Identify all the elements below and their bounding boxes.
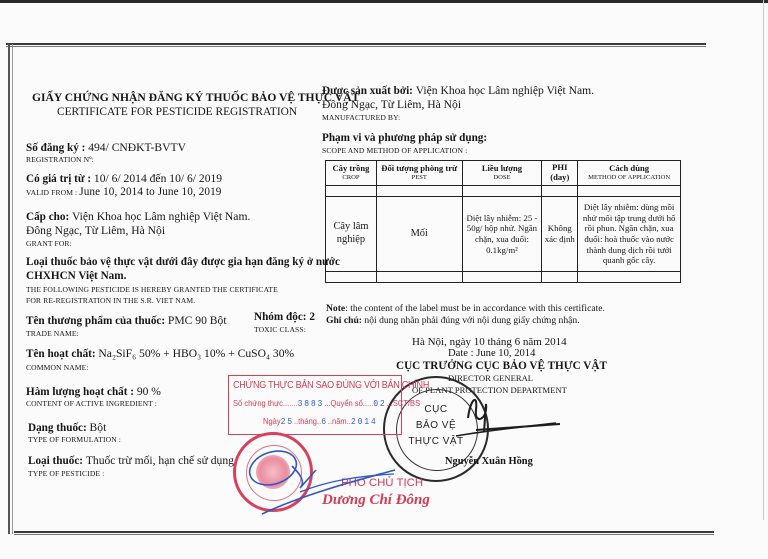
header-pest: Đối tượng phòng trừ PEST bbox=[376, 161, 462, 186]
local-certifier-name: Dương Chí Đông bbox=[322, 492, 430, 508]
scope-label: Phạm vi và phương pháp sử dụng: bbox=[322, 132, 488, 144]
date-en: Date : June 10, 2014 bbox=[448, 348, 536, 359]
cert-number: 3883 bbox=[297, 399, 325, 409]
certified-copy-numbers: Số chứng thực.......3883...Quyển số.....02...SCT/BS bbox=[233, 398, 421, 409]
cell-method: Diệt lây nhiễm: dùng mồi nhử mối tập trung dưới hố rồi phun. Ngăn chặn, xua đuổi: hoà thuốc vào nước thành dung dịch rồi tưới quanh gốc cây. bbox=[578, 197, 681, 272]
statement-vi-line2: CHXHCN Việt Nam. bbox=[26, 270, 127, 282]
signer-title-en-1: DIRECTOR GENERAL bbox=[448, 373, 534, 383]
common-name-value: Na₂SiF₆ 50% + HBO₃ 10% + CuSO₄ 30% bbox=[98, 347, 295, 360]
active-content-label-en: CONTENT OF ACTIVE INGREDIENT : bbox=[26, 399, 157, 408]
active-content-label: Hàm lượng hoạt chất : bbox=[26, 386, 135, 398]
validity-value-en: June 10, 2014 to June 10, 2019 bbox=[79, 186, 222, 198]
seal-line-3: THỰC VẬT bbox=[408, 436, 464, 447]
statement-en-line2: FOR RE-REGISTRATION IN THE S.R. VIET NAM. bbox=[26, 296, 196, 305]
signer-title-en-2: OF PLANT PROTECTION DEPARTMENT bbox=[412, 385, 567, 395]
note-vi-label: Ghi chú: bbox=[326, 315, 362, 326]
certified-copy-title: CHỨNG THỰC BẢN SAO ĐÚNG VỚI BẢN CHÍNH bbox=[233, 379, 430, 391]
seal-line-2: BẢO VỆ bbox=[415, 420, 457, 431]
pesticide-type-label: Loại thuốc: bbox=[28, 455, 84, 467]
common-name-label: Tên hoạt chất: bbox=[26, 348, 96, 360]
toxic-class-label: Nhóm độc: bbox=[254, 311, 307, 323]
cell-dose: Diệt lây nhiễm: 25 - 50g/ hộp nhử. Ngăn chặn, xua đuổi: 0.1kg/m² bbox=[462, 197, 542, 272]
cell-phi: Không xác định bbox=[542, 197, 578, 272]
header-dose: Liều lượng DOSE bbox=[462, 161, 542, 186]
validity-label-en: VALID FROM : bbox=[26, 188, 78, 197]
seal-line-1: CỤC bbox=[424, 404, 448, 415]
signer-title-vi: CỤC TRƯỞNG CỤC BẢO VỆ THỰC VẬT bbox=[396, 360, 607, 372]
registration-value: 494/ CNĐKT-BVTV bbox=[88, 141, 186, 154]
book-number: 02 bbox=[373, 399, 387, 409]
formulation-label-en: TYPE OF FORMULATION : bbox=[28, 435, 122, 444]
toxic-class-label-en: TOXIC CLASS: bbox=[254, 325, 306, 334]
header-crop: Cây trồng CROP bbox=[326, 161, 377, 186]
certificate-title-vi: GIẤY CHỨNG NHẬN ĐĂNG KÝ THUỐC BẢO VỆ THỰC VẬT bbox=[32, 91, 360, 104]
grant-label: Cấp cho: bbox=[26, 211, 70, 223]
manufacturer-value-line1: Viện Khoa học Lâm nghiệp Việt Nam. bbox=[415, 84, 595, 97]
note-en-label: Note bbox=[326, 303, 346, 314]
formulation-value: Bột bbox=[89, 421, 107, 434]
trade-name-label-en: TRADE NAME: bbox=[26, 329, 79, 338]
validity-label: Có giá trị từ : bbox=[26, 173, 92, 185]
formulation-label: Dạng thuốc: bbox=[28, 422, 87, 434]
place-date-vi: Hà Nội, ngày 10 tháng 6 năm 2014 bbox=[412, 336, 567, 348]
cell-pest: Mối bbox=[376, 197, 462, 272]
common-name-label-en: COMMON NAME: bbox=[26, 363, 89, 372]
note-en-text: : the content of the label must be in accordance with this certificate. bbox=[345, 303, 605, 314]
grant-label-en: GRANT FOR: bbox=[26, 239, 72, 248]
certificate-title-en: CERTIFICATE FOR PESTICIDE REGISTRATION bbox=[57, 106, 298, 118]
statement-vi-line1: Loại thuốc bảo vệ thực vật dưới đây được gia hạn đăng ký ở nước bbox=[26, 256, 340, 268]
validity-value: 10/ 6/ 2014 đến 10/ 6/ 2019 bbox=[93, 172, 223, 185]
scope-label-en: SCOPE AND METHOD OF APPLICATION : bbox=[322, 146, 468, 155]
trade-name-value: PMC 90 Bột bbox=[167, 314, 227, 327]
toxic-class-value: 2 bbox=[309, 311, 315, 323]
note-vi-text: nội dung nhãn phải đúng với nội dung giấy chứng nhận. bbox=[364, 315, 580, 326]
header-method: Cách dùng METHOD OF APPLICATION bbox=[578, 161, 681, 186]
manufacturer-label-en: MANUFACTURED BY: bbox=[322, 113, 401, 122]
certified-copy-date: Ngày25..tháng..6..năm..2014 bbox=[263, 416, 378, 427]
manufacturer-label: Được sản xuất bởi: bbox=[322, 85, 413, 97]
statement-en-line1: THE FOLLOWING PESTICIDE IS HEREBY GRANTED THE CERTIFICATE bbox=[26, 285, 278, 294]
grant-value-line1: Viện Khoa học Lâm nghiệp Việt Nam. bbox=[72, 210, 251, 223]
pesticide-type-label-en: TYPE OF PESTICIDE : bbox=[28, 469, 105, 478]
signer-name: Nguyễn Xuân Hồng bbox=[445, 456, 533, 467]
local-certifier-title: PHÓ CHỦ TỊCH bbox=[341, 477, 424, 489]
registration-label: Số đăng ký : bbox=[26, 142, 86, 154]
cell-crop: Cây lâm nghiệp bbox=[326, 197, 377, 272]
registration-label-en: REGISTRATION Nº: bbox=[26, 155, 94, 164]
header-phi: PHI (day) bbox=[542, 161, 578, 186]
trade-name-label: Tên thương phẩm của thuốc: bbox=[26, 315, 166, 327]
grant-value-line2: Đông Ngạc, Từ Liêm, Hà Nội bbox=[26, 224, 166, 237]
active-content-value: 90 % bbox=[136, 385, 161, 398]
manufacturer-value-line2: Đông Ngạc, Từ Liêm, Hà Nội bbox=[322, 98, 462, 111]
pesticide-type-value: Thuốc trừ mối, hạn chế sử dụng bbox=[85, 454, 234, 467]
